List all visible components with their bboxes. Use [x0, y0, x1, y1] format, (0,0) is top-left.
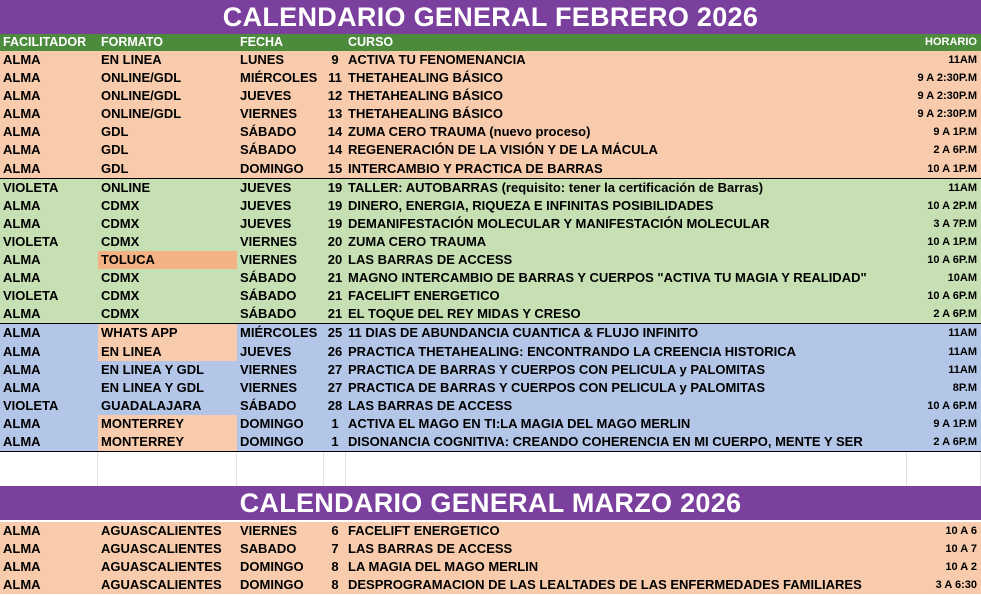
- cell-horario: 10 A 6: [945, 525, 977, 538]
- cell-facilitador: VIOLETA: [3, 397, 59, 413]
- cell-horario: 2 A 6P.M: [933, 308, 977, 321]
- cell-facilitador: ALMA: [3, 541, 41, 557]
- table-row: [0, 69, 981, 87]
- cell-curso: LAS BARRAS DE ACCESS: [348, 541, 513, 557]
- cell-formato: AGUASCALIENTES: [101, 523, 222, 539]
- cell-facilitador: ALMA: [3, 577, 41, 593]
- cell-dia: 19: [327, 215, 343, 231]
- cell-formato: ONLINE/GDL: [101, 106, 182, 122]
- cell-dia: 14: [327, 124, 343, 140]
- cell-dia: 12: [327, 88, 343, 104]
- table-row: [0, 433, 981, 451]
- cell-dia: 21: [327, 288, 343, 304]
- cell-facilitador: VIOLETA: [3, 179, 59, 195]
- cell-dia: 9: [331, 52, 339, 67]
- cell-facilitador: VIOLETA: [3, 233, 59, 249]
- cell-curso: FACELIFT ENERGETICO: [348, 523, 500, 539]
- table-row: [0, 558, 981, 576]
- cell-fecha: DOMINGO: [240, 415, 304, 431]
- cell-facilitador: ALMA: [3, 523, 41, 539]
- cell-fecha: DOMINGO: [240, 577, 304, 593]
- table-row: [0, 105, 981, 123]
- cell-fecha: SÁBADO: [240, 288, 297, 304]
- table-row: [0, 197, 981, 215]
- table-row: [0, 323, 981, 342]
- cell-dia: 13: [327, 106, 343, 122]
- cell-dia: 28: [327, 397, 343, 413]
- cell-dia: 8: [331, 559, 339, 575]
- cell-fecha: VIERNES: [240, 523, 298, 539]
- cell-curso: EL TOQUE DEL REY MIDAS Y CRESO: [348, 306, 581, 322]
- cell-horario: 10 A 2: [945, 561, 977, 574]
- cell-fecha: VIERNES: [240, 379, 298, 395]
- cell-horario: 9 A 1P.M: [933, 417, 977, 430]
- cell-curso: THETAHEALING BÁSICO: [348, 88, 504, 104]
- cell-curso: PRACTICA DE BARRAS Y CUERPOS CON PELICULA y PALOMITAS: [348, 361, 765, 377]
- cell-horario: 3 A 7P.M: [933, 217, 977, 230]
- cell-facilitador: ALMA: [3, 379, 41, 395]
- table-row: [0, 287, 981, 305]
- cell-curso: ACTIVA EL MAGO EN TI:LA MAGIA DEL MAGO MERLIN: [348, 415, 691, 431]
- cell-curso: THETAHEALING BÁSICO: [348, 106, 504, 122]
- march-title: CALENDARIO GENERAL MARZO 2026: [0, 486, 981, 520]
- cell-curso: 11 DIAS DE ABUNDANCIA CUANTICA & FLUJO INFINITO: [348, 325, 699, 341]
- cell-fecha: SÁBADO: [240, 124, 297, 140]
- cell-curso: PRACTICA THETAHEALING: ENCONTRANDO LA CREENCIA HISTORICA: [348, 343, 797, 359]
- table-row: [0, 522, 981, 540]
- cell-fecha: JUEVES: [240, 179, 292, 195]
- cell-formato: TOLUCA: [98, 251, 237, 269]
- table-row: [0, 141, 981, 159]
- header-curso: CURSO: [348, 35, 394, 49]
- table-row: [0, 576, 981, 594]
- cell-dia: 19: [327, 197, 343, 213]
- cell-formato: CDMX: [101, 270, 140, 286]
- cell-horario: 10 A 6P.M: [927, 254, 977, 267]
- cell-formato: EN LINEA: [101, 52, 162, 67]
- cell-fecha: JUEVES: [240, 88, 292, 104]
- cell-dia: 6: [331, 523, 339, 539]
- cell-curso: LAS BARRAS DE ACCESS: [348, 252, 513, 268]
- cell-fecha: MIÉRCOLES: [240, 70, 318, 86]
- cell-curso: DINERO, ENERGIA, RIQUEZA E INFINITAS POSIBILIDADES: [348, 197, 714, 213]
- cell-facilitador: ALMA: [3, 215, 41, 231]
- table-row: [0, 379, 981, 397]
- cell-fecha: VIERNES: [240, 106, 298, 122]
- cell-dia: 11: [328, 70, 342, 86]
- cell-facilitador: ALMA: [3, 52, 41, 67]
- table-row: [0, 397, 981, 415]
- cell-formato: MONTERREY: [98, 433, 237, 451]
- cell-horario: 11AM: [948, 181, 977, 194]
- cell-formato: WHATS APP: [98, 324, 237, 342]
- header-horario: HORARIO: [925, 36, 977, 48]
- cell-formato: CDMX: [101, 215, 140, 231]
- table-row: [0, 123, 981, 141]
- cell-facilitador: ALMA: [3, 306, 41, 322]
- cell-curso: REGENERACIÓN DE LA VISIÓN Y DE LA MÁCULA: [348, 142, 658, 158]
- cell-formato: GDL: [101, 124, 129, 140]
- cell-formato: EN LINEA Y GDL: [101, 361, 205, 377]
- cell-fecha: DOMINGO: [240, 559, 304, 575]
- cell-horario: 9 A 2:30P.M: [917, 90, 977, 103]
- cell-dia: 15: [327, 160, 343, 176]
- cell-horario: 9 A 2:30P.M: [917, 72, 977, 85]
- cell-fecha: DOMINGO: [240, 433, 304, 449]
- cell-fecha: VIERNES: [240, 361, 298, 377]
- cell-curso: LAS BARRAS DE ACCESS: [348, 397, 513, 413]
- cell-facilitador: ALMA: [3, 343, 41, 359]
- table-row: [0, 343, 981, 361]
- cell-curso: DEMANIFESTACIÓN MOLECULAR Y MANIFESTACIÓN MOLECULAR: [348, 215, 770, 231]
- cell-curso: INTERCAMBIO Y PRACTICA DE BARRAS: [348, 160, 603, 176]
- february-title: CALENDARIO GENERAL FEBRERO 2026: [0, 0, 981, 34]
- cell-facilitador: ALMA: [3, 270, 41, 286]
- header-day: [324, 34, 346, 51]
- cell-horario: 11AM: [948, 327, 977, 340]
- cell-fecha: SÁBADO: [240, 142, 297, 158]
- cell-formato: ONLINE: [101, 179, 151, 195]
- cell-formato: ONLINE/GDL: [101, 88, 182, 104]
- cell-dia: 14: [327, 142, 343, 158]
- cell-curso: DESPROGRAMACION DE LAS LEALTADES DE LAS ENFERMEDADES FAMILIARES: [348, 577, 862, 593]
- february-table: [0, 51, 981, 451]
- cell-fecha: DOMINGO: [240, 160, 304, 176]
- cell-horario: 10 A 6P.M: [927, 290, 977, 303]
- table-row: [0, 415, 981, 433]
- cell-horario: 3 A 6:30: [935, 579, 977, 592]
- cell-formato: CDMX: [101, 197, 140, 213]
- table-header: [0, 34, 981, 51]
- table-row: [0, 178, 981, 197]
- cell-fecha: JUEVES: [240, 215, 292, 231]
- cell-formato: EN LINEA Y GDL: [101, 379, 205, 395]
- cell-dia: 21: [327, 306, 343, 322]
- cell-curso: FACELIFT ENERGETICO: [348, 288, 500, 304]
- cell-horario: 10 A 1P.M: [927, 235, 977, 248]
- cell-formato: GUADALAJARA: [101, 397, 202, 413]
- cell-horario: 11AM: [948, 345, 977, 358]
- cell-facilitador: ALMA: [3, 70, 41, 86]
- cell-dia: 27: [327, 379, 343, 395]
- table-row: [0, 540, 981, 558]
- cell-horario: 10AM: [947, 272, 977, 285]
- cell-facilitador: ALMA: [3, 559, 41, 575]
- cell-horario: 10 A 2P.M: [927, 199, 977, 212]
- cell-horario: 11AM: [948, 54, 977, 66]
- cell-dia: 8: [331, 577, 339, 593]
- cell-dia: 27: [327, 361, 343, 377]
- header-fecha: FECHA: [240, 35, 284, 49]
- cell-horario: 10 A 6P.M: [927, 399, 977, 412]
- cell-formato: GDL: [101, 142, 129, 158]
- cell-curso: PRACTICA DE BARRAS Y CUERPOS CON PELICULA y PALOMITAS: [348, 379, 765, 395]
- cell-dia: 19: [327, 179, 343, 195]
- cell-horario: 8P.M: [952, 381, 977, 394]
- cell-curso: MAGNO INTERCAMBIO DE BARRAS Y CUERPOS "ACTIVA TU MAGIA Y REALIDAD": [348, 270, 867, 286]
- cell-dia: 26: [327, 343, 343, 359]
- table-row: [0, 87, 981, 105]
- cell-fecha: VIERNES: [240, 252, 298, 268]
- cell-horario: 2 A 6P.M: [933, 435, 977, 448]
- cell-facilitador: ALMA: [3, 415, 41, 431]
- cell-fecha: VIERNES: [240, 233, 298, 249]
- cell-fecha: SÁBADO: [240, 397, 297, 413]
- cell-fecha: JUEVES: [240, 197, 292, 213]
- cell-curso: ZUMA CERO TRAUMA: [348, 233, 487, 249]
- cell-formato: AGUASCALIENTES: [101, 541, 222, 557]
- cell-formato: AGUASCALIENTES: [101, 559, 222, 575]
- cell-horario: 2 A 6P.M: [933, 144, 977, 157]
- cell-formato: ONLINE/GDL: [101, 70, 182, 86]
- cell-horario: 9 A 1P.M: [933, 126, 977, 139]
- table-row: [0, 160, 981, 178]
- blank-row: [0, 451, 981, 486]
- cell-curso: DISONANCIA COGNITIVA: CREANDO COHERENCIA EN MI CUERPO, MENTE Y SER: [348, 433, 863, 449]
- cell-facilitador: ALMA: [3, 197, 41, 213]
- cell-dia: 1: [331, 433, 339, 449]
- table-row: [0, 215, 981, 233]
- cell-curso: LA MAGIA DEL MAGO MERLIN: [348, 559, 539, 575]
- cell-curso: ACTIVA TU FENOMENANCIA: [348, 52, 526, 67]
- cell-formato: CDMX: [101, 233, 140, 249]
- cell-curso: TALLER: AUTOBARRAS (requisito: tener la certificación de Barras): [348, 179, 764, 195]
- cell-facilitador: VIOLETA: [3, 288, 59, 304]
- cell-dia: 25: [327, 325, 343, 341]
- cell-facilitador: ALMA: [3, 88, 41, 104]
- cell-facilitador: ALMA: [3, 106, 41, 122]
- cell-dia: 20: [327, 233, 343, 249]
- cell-formato: EN LINEA: [98, 343, 237, 361]
- table-row: [0, 251, 981, 269]
- cell-dia: 7: [331, 541, 339, 557]
- header-facilitador: FACILITADOR: [3, 35, 87, 49]
- table-row: [0, 233, 981, 251]
- table-row: [0, 269, 981, 287]
- cell-formato: MONTERREY: [98, 415, 237, 433]
- cell-horario: 10 A 7: [945, 543, 977, 556]
- cell-facilitador: ALMA: [3, 433, 41, 449]
- table-row: [0, 305, 981, 323]
- cell-fecha: SÁBADO: [240, 306, 297, 322]
- cell-formato: AGUASCALIENTES: [101, 577, 222, 593]
- cell-formato: CDMX: [101, 306, 140, 322]
- cell-facilitador: ALMA: [3, 252, 41, 268]
- cell-dia: 20: [327, 252, 343, 268]
- header-formato: FORMATO: [101, 35, 164, 49]
- march-table: [0, 522, 981, 594]
- cell-facilitador: ALMA: [3, 142, 41, 158]
- cell-formato: CDMX: [101, 288, 140, 304]
- cell-fecha: JUEVES: [240, 343, 292, 359]
- cell-fecha: LUNES: [240, 52, 285, 67]
- cell-horario: 9 A 2:30P.M: [917, 108, 977, 121]
- cell-horario: 10 A 1P.M: [927, 162, 977, 175]
- cell-facilitador: ALMA: [3, 124, 41, 140]
- cell-curso: ZUMA CERO TRAUMA (nuevo proceso): [348, 124, 591, 140]
- cell-facilitador: ALMA: [3, 361, 41, 377]
- cell-dia: 21: [327, 270, 343, 286]
- cell-fecha: SABADO: [240, 541, 297, 557]
- cell-facilitador: ALMA: [3, 325, 41, 341]
- cell-fecha: MIÉRCOLES: [240, 325, 318, 341]
- cell-horario: 11AM: [948, 363, 977, 376]
- cell-facilitador: ALMA: [3, 160, 41, 176]
- cell-formato: GDL: [101, 160, 129, 176]
- cell-dia: 1: [331, 415, 339, 431]
- cell-curso: THETAHEALING BÁSICO: [348, 70, 504, 86]
- table-row: [0, 51, 981, 69]
- cell-fecha: SÁBADO: [240, 270, 297, 286]
- table-row: [0, 361, 981, 379]
